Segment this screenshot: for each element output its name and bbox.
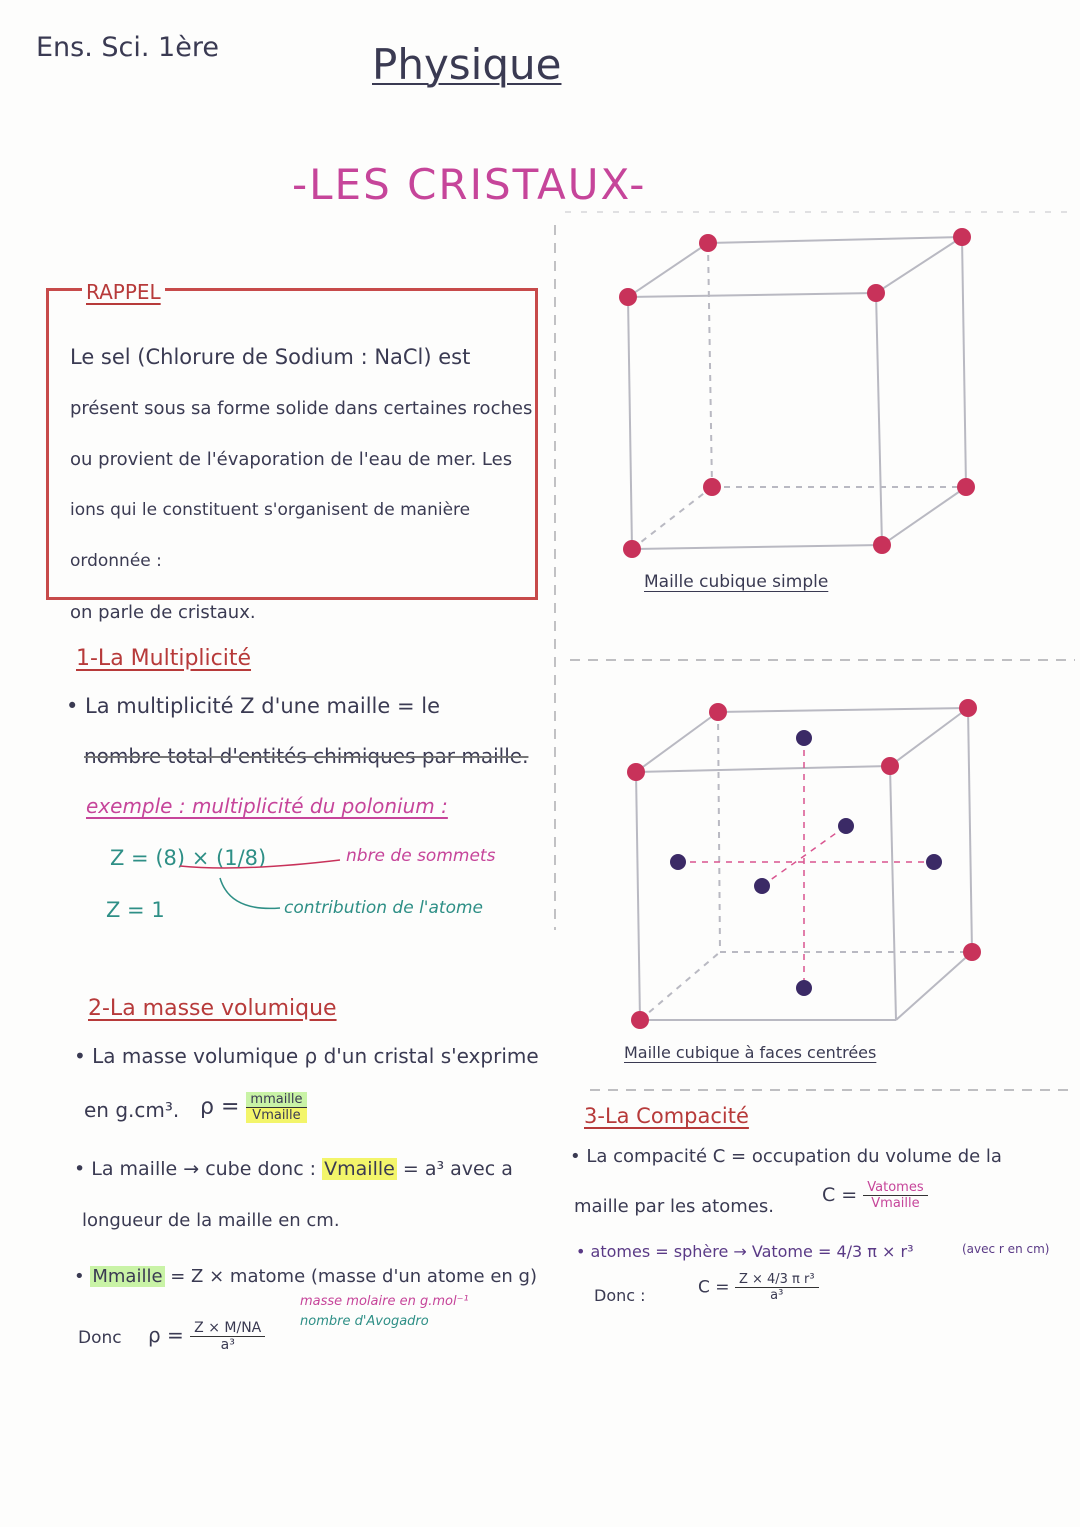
mmaille-rest: = Z × matome (masse d'un atome en g) xyxy=(170,1266,538,1287)
rappel-line: ou provient de l'évaporation de l'eau de mer. Les xyxy=(70,449,513,470)
fcc-caption: Maille cubique à faces centrées xyxy=(624,1043,877,1062)
section3-line3: • atomes = sphère → Vatome = 4/3 π × r³ xyxy=(576,1242,914,1261)
fcc-diagram xyxy=(600,690,1020,1040)
section3-donc: Donc : xyxy=(594,1286,646,1305)
c-final-den: a³ xyxy=(770,1288,784,1303)
section3-note: (avec r en cm) xyxy=(962,1242,1050,1256)
compacity-definition xyxy=(822,1180,928,1211)
mmaille-label: Mmaille xyxy=(92,1266,163,1287)
rho-final-den: a³ xyxy=(220,1337,235,1353)
section1-formula: Z = (8) × (1/8) xyxy=(110,846,267,870)
c-final-fraction xyxy=(735,1272,819,1303)
section2-title: 2-La masse volumique xyxy=(88,996,337,1021)
section1-title: 1-La Multiplicité xyxy=(76,646,252,671)
section2-donc: Donc xyxy=(78,1328,122,1348)
annot-avogadro: nombre d'Avogadro xyxy=(300,1314,429,1329)
c-final-eq: C = xyxy=(698,1277,730,1298)
section1-line2: nombre total d'entités chimiques par maille. xyxy=(84,744,529,768)
rho-eq: ρ = xyxy=(200,1094,240,1120)
rappel-label: RAPPEL xyxy=(82,280,165,304)
c-den: Vmaille xyxy=(871,1196,920,1211)
rappel-line: on parle de cristaux. xyxy=(70,602,256,623)
c-num: Vatomes xyxy=(863,1180,927,1196)
section2-line3 xyxy=(74,1158,513,1180)
section2-line4: longueur de la maille en cm. xyxy=(82,1210,340,1231)
section1-example: exemple : multiplicité du polonium : xyxy=(86,794,448,818)
rho-den: Vmaille xyxy=(246,1108,306,1123)
rho-final-num: Z × M/NA xyxy=(190,1320,265,1337)
c-final-num: Z × 4/3 π r³ xyxy=(735,1272,819,1288)
rappel-line: Le sel (Chlorure de Sodium : NaCl) est xyxy=(70,345,471,369)
section3-title: 3-La Compacité xyxy=(584,1104,749,1128)
c-fraction xyxy=(863,1180,927,1211)
rho-final-eq: ρ = xyxy=(148,1323,184,1347)
subject-title: Physique xyxy=(372,40,562,89)
annot-vertices: nbre de sommets xyxy=(346,846,496,866)
rho-final-fraction xyxy=(190,1320,265,1353)
rho-fraction xyxy=(246,1092,306,1123)
rho-definition xyxy=(200,1092,307,1123)
simple-cubic-caption: Maille cubique simple xyxy=(644,572,829,592)
section3-line2: maille par les atomes. xyxy=(574,1196,774,1217)
rho-num: mmaille xyxy=(246,1092,306,1108)
section3-line1: • La compacité C = occupation du volume de la xyxy=(570,1146,1002,1167)
section2-line5: • Mmaille = Z × matome (masse d'un atome en g) xyxy=(74,1266,538,1287)
section2-units: en g.cm³. xyxy=(84,1098,180,1122)
c-eq: C = xyxy=(822,1184,858,1206)
c-final xyxy=(698,1272,819,1303)
section1-line1: • La multiplicité Z d'une maille = le xyxy=(66,694,441,718)
line3-vmaille: Vmaille xyxy=(324,1158,395,1180)
page-title: -LES CRISTAUX- xyxy=(292,160,647,209)
rappel-line: présent sous sa forme solide dans certaines roches xyxy=(70,398,533,419)
rho-final xyxy=(148,1320,265,1353)
section2-line1: • La masse volumique ρ d'un cristal s'exprime xyxy=(74,1044,539,1068)
course-label: Ens. Sci. 1ère xyxy=(36,32,219,63)
annot-molar-mass: masse molaire en g.mol⁻¹ xyxy=(300,1294,469,1309)
section1-result: Z = 1 xyxy=(106,898,165,922)
line3-prefix: • La maille → cube donc : xyxy=(74,1158,317,1180)
simple-cubic-diagram xyxy=(600,225,1020,595)
line3-suffix: = a³ avec a xyxy=(402,1158,513,1180)
rappel-text xyxy=(70,332,540,638)
rappel-line: ions qui le constituent s'organisent de manière ordonnée : xyxy=(70,500,471,571)
annot-contribution: contribution de l'atome xyxy=(284,898,483,918)
